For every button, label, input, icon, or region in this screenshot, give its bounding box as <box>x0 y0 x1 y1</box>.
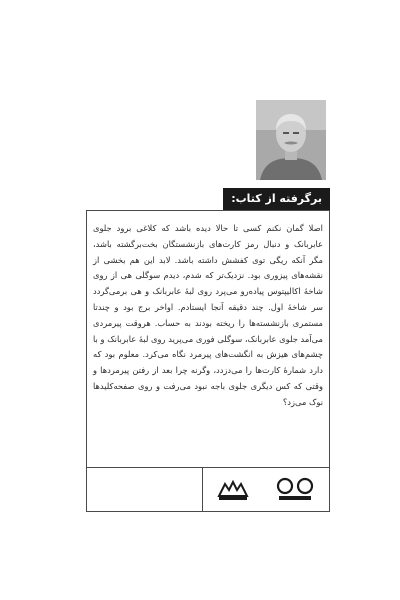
author-portrait-photo <box>256 100 326 180</box>
barcode-area <box>87 468 203 511</box>
cover-footer <box>86 468 330 512</box>
excerpt-body-text: اصلا گمان نکنم کسی تا حالا دیده باشد که کلاغی برود جلوی عابربانک و دنبال رمز کارت‌های بازنشستگان بخت‌برگشته باشد، مگر آنکه ریگی توی کفشش داشته باشد. لابد این هم بخشی از نقشه‌های پیزوری بود. نزدیک‌تر که شدم، دیدم سوگلی هی از روی شاخهٔ اکالیپتوس پیاده‌رو می‌پرد روی لبهٔ عابربانک و هی برمی‌گردد سر شاخهٔ اول. چند دقیقه آنجا ایستادم. اواخر برج بود و چندتا مستمری بازنشسته‌ها را ریخته بودند به حساب. هروقت پیرمردی می‌آمد جلوی عابربانک، سوگلی فوری می‌پرید روی لبهٔ عابربانک و با چشم‌های هیزش به انگشت‌های پیرمرد نگاه می‌کرد. معلوم بود که دارد شمارهٔ کارت‌ها را می‌دزدد، وگرنه چرا بعد از رفتن پیرمردها و وقتی که کس دیگری جلوی باجه نبود می‌رفت و روی صفحه‌کلیدها نوک می‌زد؟ <box>93 223 323 407</box>
excerpt-box <box>86 210 330 468</box>
publisher-logo-icon <box>215 476 251 504</box>
excerpt-title: برگرفته از کتاب: <box>223 188 330 210</box>
series-logo-icon <box>273 474 317 506</box>
author-portrait-icon <box>256 100 326 180</box>
